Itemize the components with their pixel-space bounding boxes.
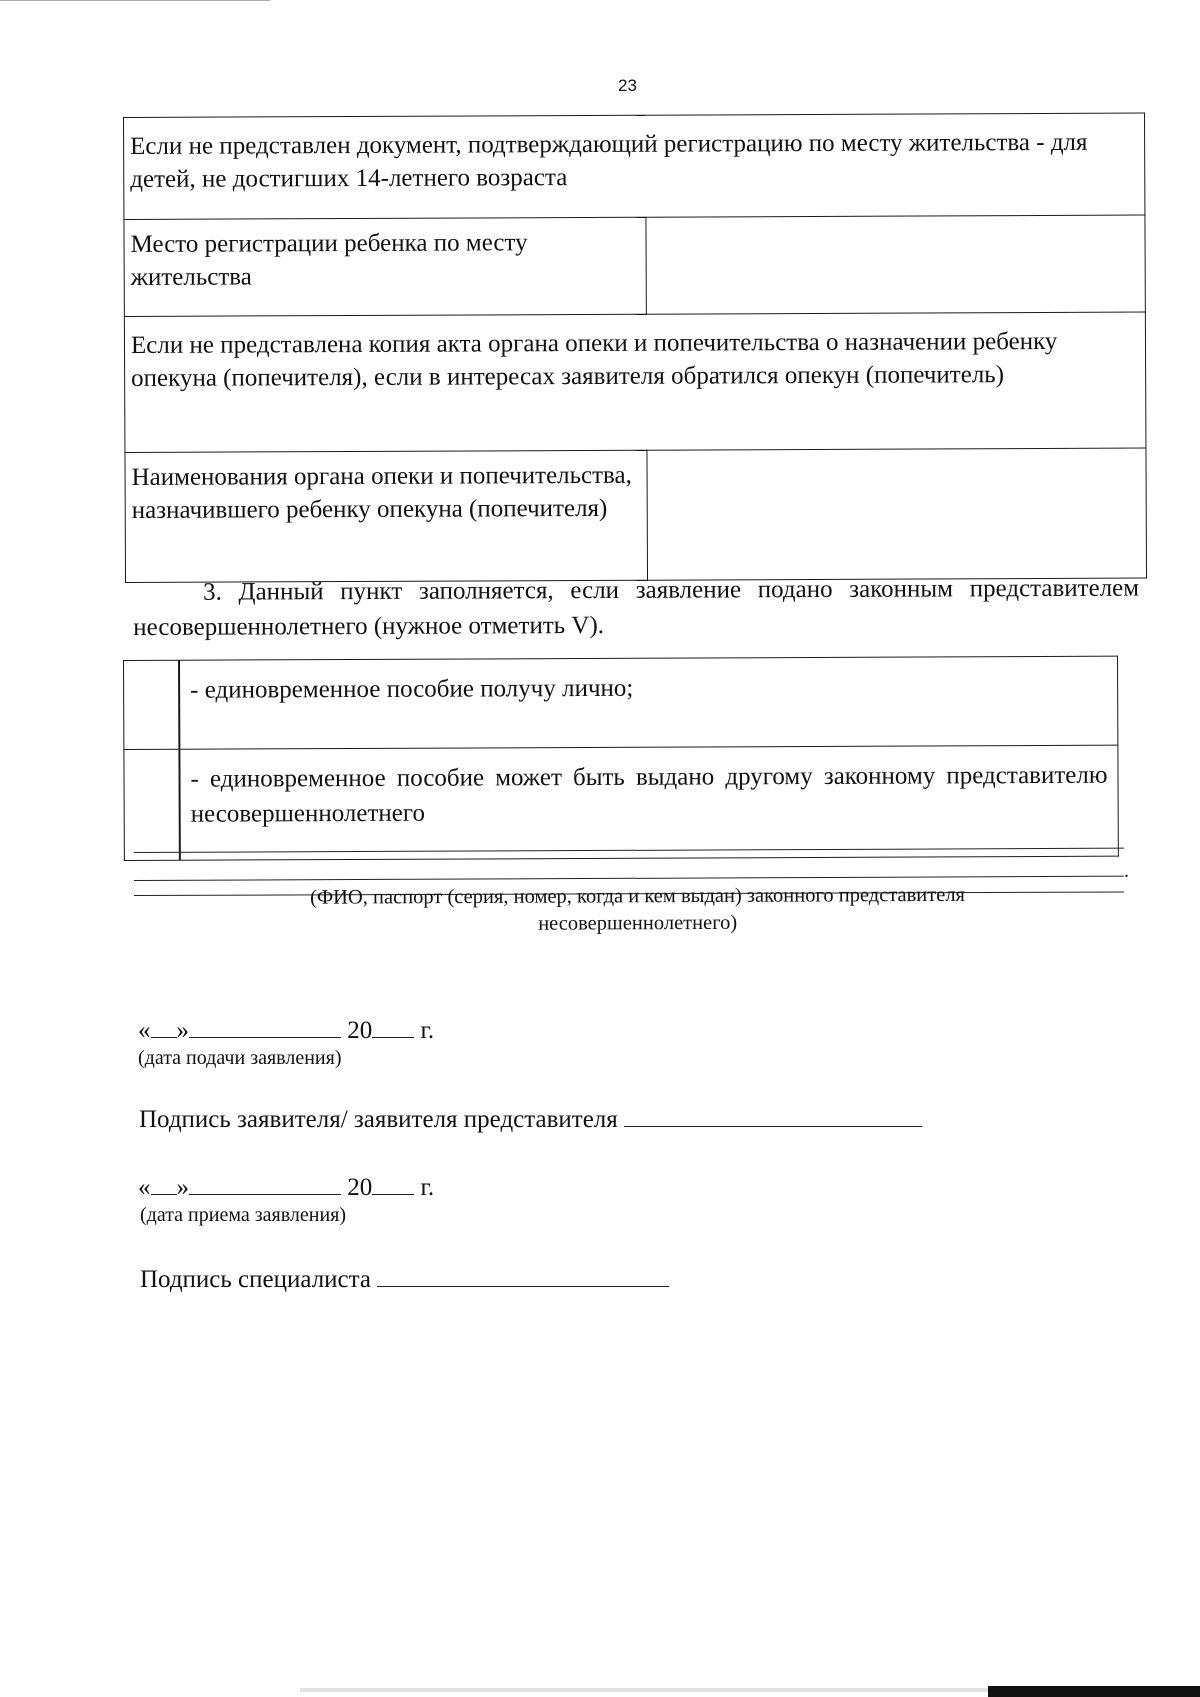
open-quote: « [138, 1017, 151, 1044]
applicant-signature-line [139, 1102, 922, 1134]
applicant-signature-blank[interactable] [624, 1102, 922, 1127]
option-1-label: - единовременное пособие получу лично; [179, 656, 1118, 749]
option-2-label: - единовременное пособие может быть выдано другому законному представителю несовершеннолетнего [179, 745, 1118, 860]
option-1-checkbox[interactable] [124, 660, 180, 749]
line-end-period: . [1124, 860, 1129, 882]
submission-date-field[interactable] [138, 1013, 434, 1045]
scan-edge-top [0, 0, 270, 1]
year-blank[interactable] [372, 1013, 414, 1038]
option-2-checkbox[interactable] [124, 749, 180, 860]
year-blank[interactable] [372, 1170, 414, 1195]
section-3-paragraph: 3. Данный пункт заполняется, если заявление подано законным представителем несовершеннолетнего (нужное отметить V). [133, 574, 1140, 641]
representative-caption: (ФИО, паспорт (серия, номер, когда и кем выдан) законного представителя несовершеннолетнего) [310, 883, 966, 935]
info-table [123, 113, 1147, 583]
year-prefix: 20 [347, 1174, 373, 1201]
representative-line-2[interactable] [134, 876, 1124, 881]
table-row [124, 656, 1118, 749]
day-blank[interactable] [151, 1170, 177, 1195]
close-quote: » [176, 1017, 189, 1044]
close-quote: » [176, 1174, 189, 1201]
reception-date-note: (дата приема заявления) [140, 1204, 347, 1226]
table-row [125, 448, 1147, 582]
table-row [124, 745, 1118, 860]
year-suffix: г. [420, 1174, 435, 1201]
child-registration-field[interactable] [646, 215, 1146, 314]
options-table [123, 656, 1119, 861]
submission-date-note: (дата подачи заявления) [138, 1047, 342, 1069]
applicant-signature-label: Подпись заявителя/ заявителя представителя [139, 1106, 618, 1133]
table-row [124, 113, 1145, 219]
month-blank[interactable] [189, 1013, 341, 1038]
specialist-signature-label: Подпись специалиста [140, 1266, 371, 1293]
table-row [124, 215, 1145, 316]
month-blank[interactable] [189, 1170, 341, 1195]
guardianship-authority-field[interactable] [647, 448, 1147, 580]
year-prefix: 20 [347, 1017, 373, 1044]
open-quote: « [138, 1174, 151, 1201]
child-registration-label: Место регистрации ребенка по месту жительства [124, 217, 646, 316]
year-suffix: г. [420, 1017, 435, 1044]
page-number: 23 [618, 76, 637, 95]
guardianship-authority-label: Наименования органа опеки и попечительства, назначившего ребенку опекуна (попечителя) [125, 450, 647, 582]
specialist-signature-line [140, 1262, 669, 1294]
missing-registration-doc-cell: Если не представлен документ, подтверждающий регистрацию по месту жительства - для детей, не достигших 14-летнего возраста [124, 113, 1145, 219]
reception-date-field[interactable] [138, 1170, 434, 1202]
table-row [124, 312, 1146, 452]
scan-edge-mark [988, 1686, 1200, 1697]
specialist-signature-blank[interactable] [377, 1262, 669, 1287]
day-blank[interactable] [151, 1013, 177, 1038]
missing-guardianship-act-cell: Если не представлена копия акта органа опеки и попечительства о назначении ребенку опекуна (попечителя), если в интересах заявителя обратился опекун (попечитель) [124, 312, 1146, 452]
